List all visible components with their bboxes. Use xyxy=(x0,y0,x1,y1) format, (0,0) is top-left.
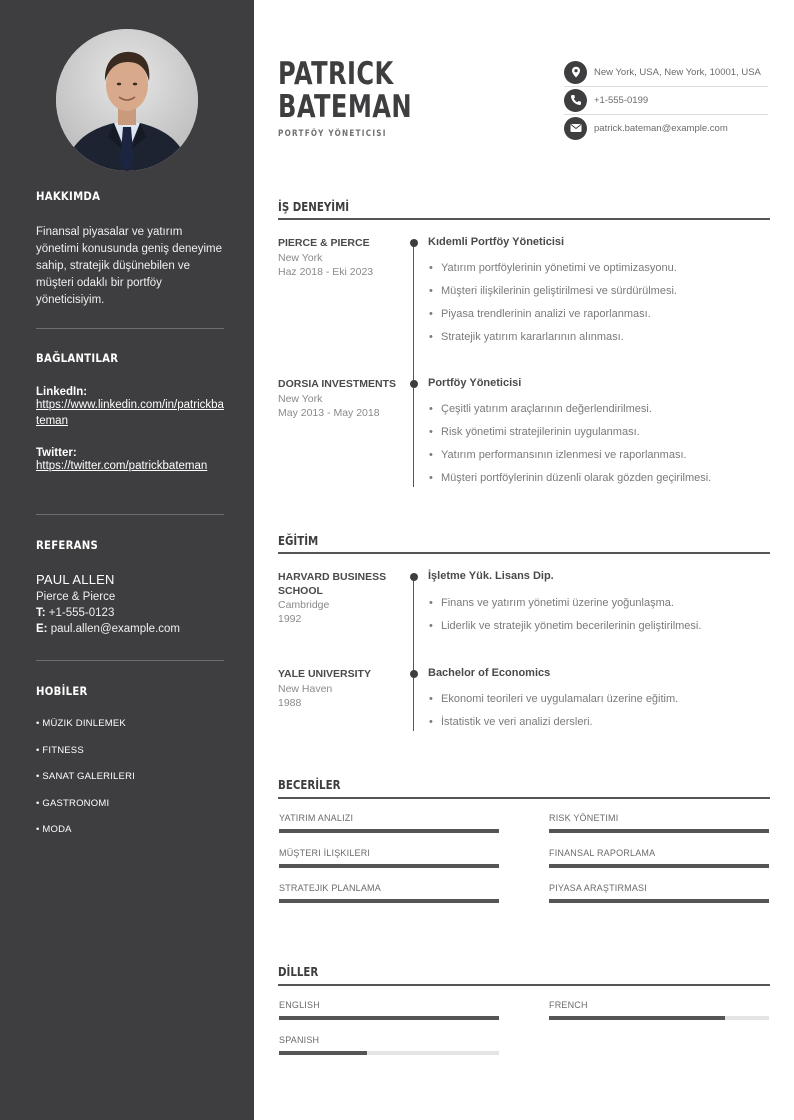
skill-bar-fill xyxy=(279,864,499,868)
contact-email xyxy=(564,114,768,142)
reference-phone-line xyxy=(36,605,224,621)
timeline-dot xyxy=(410,670,418,678)
reference-block xyxy=(36,572,224,637)
job-title: PORTFÖY YÖNETICISI xyxy=(278,129,387,139)
section-divider xyxy=(278,218,770,220)
duty-item: • Yatırım performansının izlenmesi ve raporlanması. xyxy=(428,448,768,471)
duty-item: • Stratejik yatırım kararlarının alınması. xyxy=(428,330,768,353)
education-detail-item: • Ekonomi teorileri ve uygulamaları üzerine eğitim. xyxy=(428,692,768,715)
timeline-dot xyxy=(410,239,418,247)
linkedin-label: LinkedIn: xyxy=(36,386,88,398)
skill-item xyxy=(549,848,769,868)
skills-title: BECERİLER xyxy=(278,777,341,792)
company-location: New York xyxy=(278,251,323,264)
email-text: patrick.bateman@example.com xyxy=(594,122,728,134)
skill-bar-track xyxy=(279,864,499,868)
language-name: SPANISH xyxy=(279,1035,320,1045)
skill-name: STRATEJIK PLANLAMA xyxy=(279,883,381,893)
job-duties xyxy=(428,261,768,353)
twitter-link[interactable]: https://twitter.com/patrickbateman xyxy=(36,460,208,472)
language-name: FRENCH xyxy=(549,1000,588,1010)
hobbies-list xyxy=(36,718,224,851)
skill-bar-track xyxy=(549,864,769,868)
education-details xyxy=(428,692,768,738)
skill-item xyxy=(549,813,769,833)
experience-entry-meta xyxy=(278,237,398,279)
map-pin-icon xyxy=(564,61,587,84)
skill-item xyxy=(279,813,499,833)
skill-bar-fill xyxy=(279,829,499,833)
linkedin-link-block xyxy=(36,386,224,429)
section-divider xyxy=(278,552,770,554)
hobby-item: • MODA xyxy=(36,824,72,835)
language-bar-fill xyxy=(279,1051,367,1055)
reference-company: Pierce & Pierce xyxy=(36,591,116,603)
skill-item xyxy=(279,883,499,903)
language-bar-track xyxy=(279,1016,499,1020)
job-role: Kıdemli Portföy Yöneticisi xyxy=(428,236,565,248)
language-item xyxy=(279,1000,499,1020)
company-name: DORSIA INVESTMENTS xyxy=(278,378,397,390)
twitter-link-block xyxy=(36,447,224,475)
education-entry-meta xyxy=(278,571,398,626)
experience-title: İŞ DENEYİMİ xyxy=(278,199,350,214)
skill-bar-fill xyxy=(279,899,499,903)
section-divider xyxy=(278,797,770,799)
reference-email-label: E: xyxy=(36,623,48,635)
skill-item xyxy=(549,883,769,903)
linkedin-link[interactable]: https://www.linkedin.com/in/patrickbateman xyxy=(36,399,224,427)
education-detail-item: • Liderlik ve stratejik yönetim becerilerinin geliştirilmesi. xyxy=(428,619,768,642)
school-name: YALE UNIVERSITY xyxy=(278,668,371,680)
skill-bar-fill xyxy=(549,899,769,903)
education-title: EĞİTİM xyxy=(278,533,319,548)
duty-item: • Yatırım portföylerinin yönetimi ve optimizasyonu. xyxy=(428,261,768,284)
hobby-item: • MÜZIK DINLEMEK xyxy=(36,718,126,729)
name-last: BATEMAN xyxy=(278,89,413,125)
skill-bar-fill xyxy=(549,829,769,833)
skill-name: RISK YÖNETIMI xyxy=(549,813,619,823)
school-name: HARVARD BUSINESS SCHOOL xyxy=(278,571,387,597)
sidebar-divider xyxy=(36,514,224,515)
language-item xyxy=(549,1000,769,1020)
language-item xyxy=(279,1035,499,1055)
experience-entry-meta xyxy=(278,378,398,420)
degree-title: İşletme Yük. Lisans Dip. xyxy=(428,570,554,582)
reference-section xyxy=(36,538,224,552)
reference-phone-label: T: xyxy=(36,607,46,619)
reference-name: PAUL ALLEN xyxy=(36,572,115,587)
skill-name: YATIRIM ANALIZI xyxy=(279,813,354,823)
school-location: New Haven xyxy=(278,682,333,695)
timeline-line xyxy=(413,243,414,487)
person-name xyxy=(278,58,412,124)
duty-item: • Çeşitli yatırım araçlarının değerlendirilmesi. xyxy=(428,402,768,425)
hobbies-title: HOBİLER xyxy=(36,684,88,698)
skill-item xyxy=(279,848,499,868)
about-text: Finansal piyasalar ve yatırım yönetimi konusunda geniş deneyime sahip, stratejik düşünebilen ve müşteri odaklı bir portföy yöneticisiyim. xyxy=(36,226,223,306)
timeline-dot xyxy=(410,380,418,388)
language-bar-fill xyxy=(549,1016,725,1020)
section-divider xyxy=(278,984,770,986)
education-detail-item: • Finans ve yatırım yönetimi üzerine yoğunlaşma. xyxy=(428,596,768,619)
job-duties xyxy=(428,402,768,494)
reference-phone: +1-555-0123 xyxy=(48,607,115,619)
skill-bar-track xyxy=(549,899,769,903)
duty-item: • Risk yönetimi stratejilerinin uygulanması. xyxy=(428,425,768,448)
duty-item: • Müşteri portföylerinin düzenli olarak gözden geçirilmesi. xyxy=(428,471,768,494)
employment-dates: Haz 2018 - Eki 2023 xyxy=(278,265,374,278)
company-location: New York xyxy=(278,392,323,405)
timeline-dot xyxy=(410,573,418,581)
skill-name: MÜŞTERI İLIŞKILERI xyxy=(279,848,371,858)
skill-bar-track xyxy=(549,829,769,833)
education-detail-item: • İstatistik ve veri analizi dersleri. xyxy=(428,715,768,738)
education-entry-meta xyxy=(278,668,398,710)
graduation-year: 1988 xyxy=(278,696,302,709)
graduation-year: 1992 xyxy=(278,613,302,625)
contact-address xyxy=(564,58,768,86)
sidebar xyxy=(0,0,254,1120)
reference-email: paul.allen@example.com xyxy=(50,623,180,635)
links-section xyxy=(36,351,224,365)
company-name: PIERCE & PIERCE xyxy=(278,237,370,249)
duty-item: • Müşteri ilişkilerinin geliştirilmesi ve sürdürülmesi. xyxy=(428,284,768,307)
contact-phone xyxy=(564,86,768,114)
sidebar-divider xyxy=(36,328,224,329)
hobby-item: • SANAT GALERILERI xyxy=(36,771,135,782)
education-details xyxy=(428,596,768,642)
language-name: ENGLISH xyxy=(279,1000,320,1010)
about-title: HAKKIMDA xyxy=(36,189,101,203)
sidebar-divider xyxy=(36,660,224,661)
address-text: New York, USA, New York, 10001, USA xyxy=(594,66,761,78)
links-title: BAĞLANTILAR xyxy=(36,351,119,365)
profile-photo xyxy=(56,29,198,171)
reference-email-line xyxy=(36,621,224,637)
language-bar-track xyxy=(549,1016,769,1020)
hobby-item: • FITNESS xyxy=(36,744,84,756)
hobbies-section xyxy=(36,684,224,698)
school-location: Cambridge xyxy=(278,599,330,611)
name-first: PATRICK xyxy=(278,56,394,92)
envelope-icon xyxy=(564,117,587,140)
skill-name: FINANSAL RAPORLAMA xyxy=(549,848,656,858)
skill-bar-fill xyxy=(549,864,769,868)
duty-item: • Piyasa trendlerinin analizi ve raporlanması. xyxy=(428,307,768,330)
language-bar-track xyxy=(279,1051,499,1055)
skill-bar-track xyxy=(279,829,499,833)
employment-dates: May 2013 - May 2018 xyxy=(278,406,380,419)
phone-text: +1-555-0199 xyxy=(594,94,649,106)
twitter-label: Twitter: xyxy=(36,447,77,459)
phone-icon xyxy=(564,89,587,112)
languages-title: DİLLER xyxy=(278,964,319,979)
timeline-line xyxy=(413,577,414,731)
language-bar-fill xyxy=(279,1016,499,1020)
profile-photo-image xyxy=(56,29,198,171)
skill-bar-track xyxy=(279,899,499,903)
about-section xyxy=(36,189,224,203)
reference-title: REFERANS xyxy=(36,538,99,552)
skill-name: PIYASA ARAŞTIRMASI xyxy=(549,883,647,893)
job-role: Portföy Yöneticisi xyxy=(428,377,522,389)
degree-title: Bachelor of Economics xyxy=(428,667,551,679)
hobby-item: • GASTRONOMI xyxy=(36,797,110,809)
